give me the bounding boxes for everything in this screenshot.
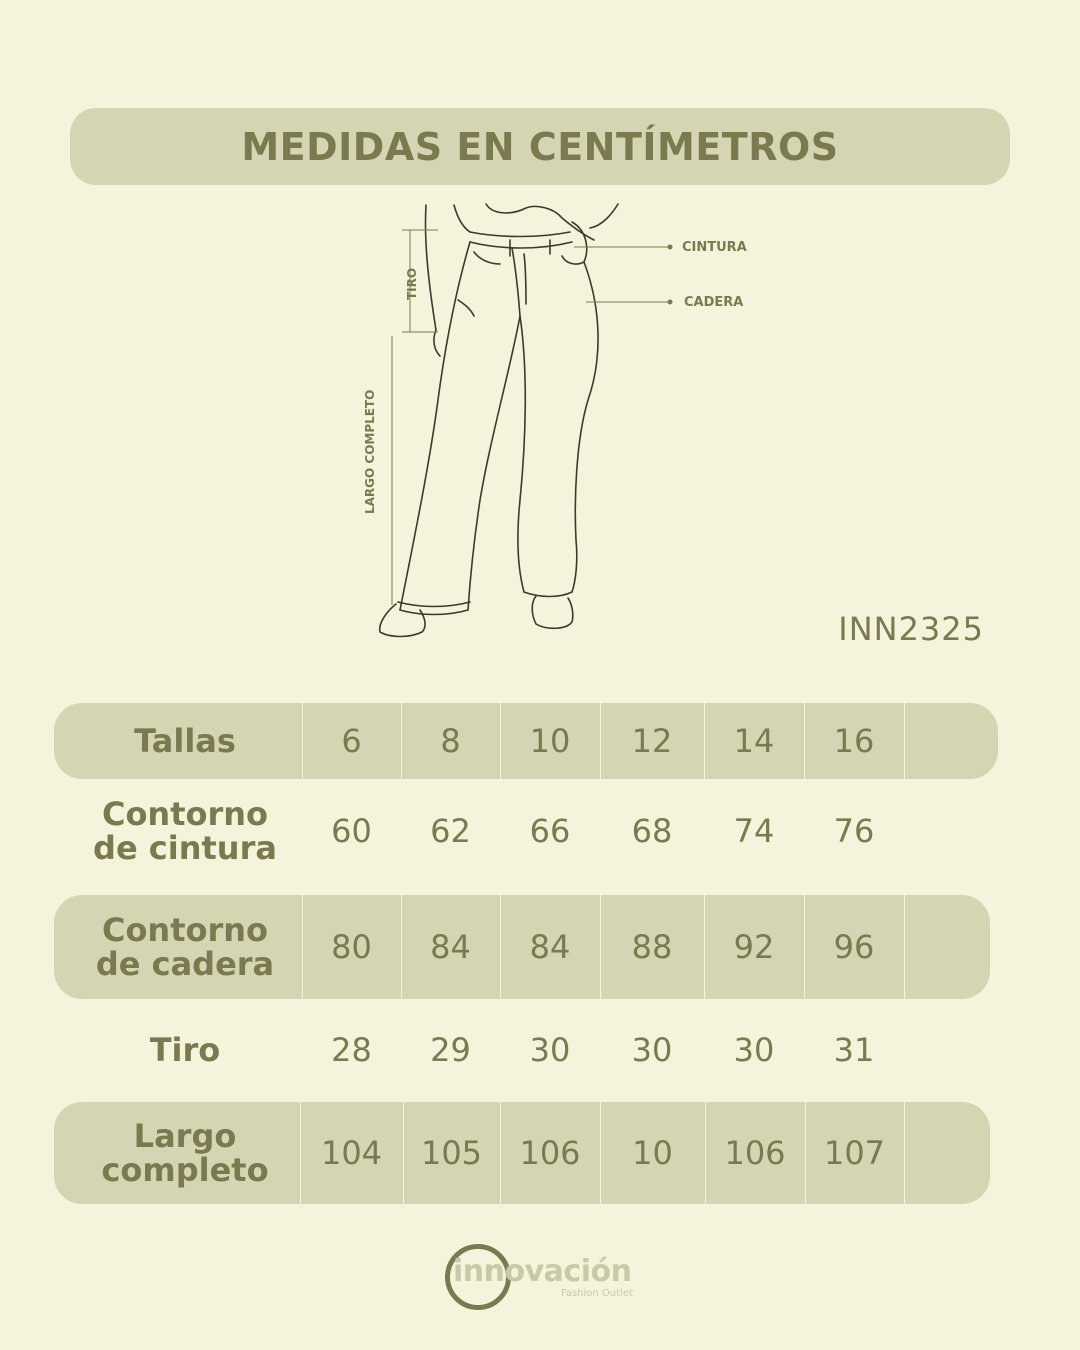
- value-cell: 10: [632, 1134, 673, 1172]
- table-row-largo: [54, 1102, 990, 1204]
- size-cell: 14: [733, 722, 775, 760]
- value-cell: 84: [430, 928, 471, 966]
- value-cell: 105: [420, 1134, 483, 1172]
- size-cell: 12: [631, 722, 673, 760]
- jeans-diagram: [340, 200, 780, 650]
- value-cell: 30: [529, 1031, 571, 1069]
- logo-tagline: Fashion Outlet: [561, 1288, 633, 1299]
- value-cell: 62: [430, 812, 471, 850]
- value-cell: 28: [331, 1031, 372, 1069]
- label-cadera: CADERA: [684, 295, 744, 310]
- value-cell: 104: [320, 1134, 383, 1172]
- value-cell: 107: [823, 1134, 886, 1172]
- row-label: Tiro: [149, 1031, 221, 1069]
- row-label: Largo completo: [101, 1117, 269, 1189]
- value-cell: 106: [724, 1134, 786, 1172]
- value-cell: 92: [733, 928, 775, 966]
- table-header-row: [54, 703, 998, 779]
- row-label: Contorno de cadera: [95, 911, 275, 983]
- value-cell: 96: [833, 928, 875, 966]
- product-code: INN2325: [838, 610, 984, 648]
- value-cell: 68: [631, 812, 673, 850]
- size-cell: 10: [529, 722, 571, 760]
- brand-logo: [445, 1244, 645, 1310]
- value-cell: 66: [529, 812, 571, 850]
- value-cell: 74: [733, 812, 775, 850]
- label-largo-completo: LARGO COMPLETO: [363, 389, 377, 514]
- value-cell: 30: [631, 1031, 673, 1069]
- value-cell: 30: [733, 1031, 775, 1069]
- size-cell: 6: [341, 722, 362, 760]
- value-cell: 88: [631, 928, 673, 966]
- logo-wordmark: innovación: [453, 1254, 632, 1289]
- value-cell: 29: [430, 1031, 471, 1069]
- value-cell: 84: [529, 928, 571, 966]
- table-row-cintura: [54, 788, 998, 874]
- table-row-tiro: [54, 1012, 998, 1088]
- value-cell: 31: [833, 1031, 875, 1069]
- size-cell: 8: [440, 722, 461, 760]
- value-cell: 60: [331, 812, 372, 850]
- table-row-cadera: [54, 895, 990, 999]
- label-cintura: CINTURA: [682, 240, 747, 255]
- size-cell: 16: [833, 722, 875, 760]
- page-title: MEDIDAS EN CENTÍMETROS: [241, 124, 839, 169]
- value-cell: 80: [331, 928, 372, 966]
- header-label: Tallas: [134, 722, 236, 760]
- label-tiro: TIRO: [405, 267, 419, 300]
- value-cell: 106: [519, 1134, 581, 1172]
- value-cell: 76: [833, 812, 875, 850]
- row-label: Contorno de cintura: [93, 795, 277, 867]
- title-bar: [70, 108, 1010, 185]
